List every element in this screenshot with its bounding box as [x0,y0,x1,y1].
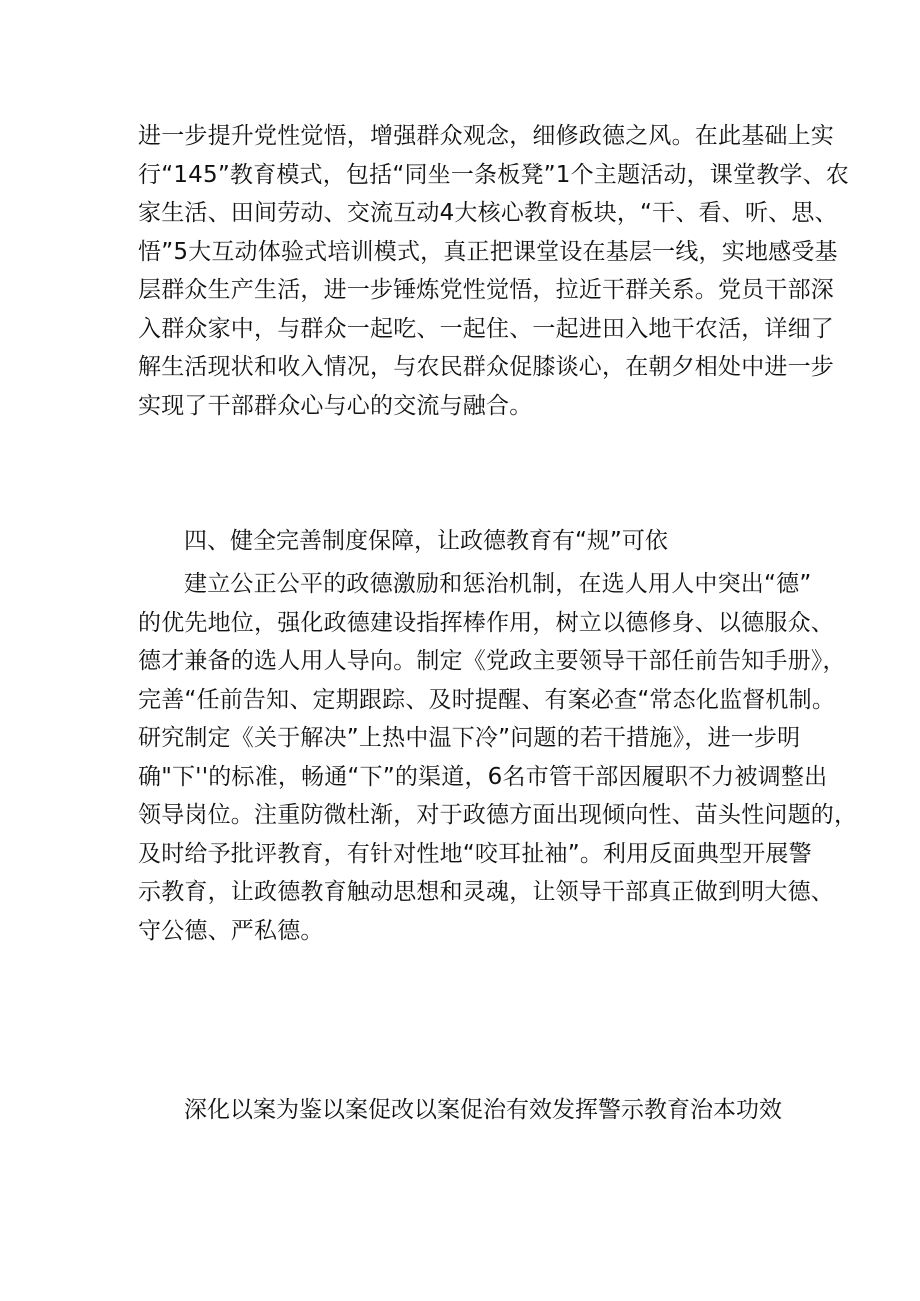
next-section-title: 深化以案为鉴以案促改以案促治有效发挥警示教育治本功效 [184,1097,782,1123]
paragraph-line: 家生活、田间劳动、交流互动4大核心教育板块，“干、看、听、思、 [138,200,838,226]
paragraph-line: 研究制定《关于解决”上热中温下冷”问题的若干措施》，进一步明 [138,725,801,751]
paragraph-line: 解生活现状和收入情况，与农民群众促膝谈心，在朝夕相处中进一步 [138,354,834,380]
body-paragraph-2 [138,565,858,950]
paragraph-line: 实现了干部群众心与心的交流与融合。 [138,392,533,419]
paragraph-line: 的优先地位，强化政德建设指挥棒作用，树立以德修身、以德服众、 [138,609,834,636]
paragraph-line: 领导岗位。注重防微杜渐，对于政德方面出现倾向性、苗头性问题的， [138,802,858,828]
paragraph-line: 示教育，让政德教育触动思想和灵魂，让领导干部真正做到明大德、 [138,879,834,905]
paragraph-line: 建立公正公平的政德激励和惩治机制，在选人用人中突出“德” [184,571,812,597]
paragraph-line: 及时给予批评教育，有针对性地“咬耳扯袖”。利用反面典型开展警 [138,840,812,867]
paragraph-line: 进一步提升党性觉悟，增强群众观念，细修政德之风。在此基础上实 [138,123,834,149]
section-heading: 四、健全完善制度保障，让政德教育有“规”可依 [184,528,668,554]
paragraph-line: 确"下''的标准，畅通“下”的渠道，6名市管干部因履职不力被调整出 [138,763,828,790]
paragraph-line: 入群众家中，与群众一起吃、一起住、一起进田入地干农活，详细了 [138,315,834,342]
paragraph-line: 层群众生产生活，进一步锤炼党性觉悟，拉近干群关系。党员干部深 [138,277,834,303]
paragraph-line: 完善“任前告知、定期跟踪、及时提醒、有案必查“常态化监督机制。 [138,686,836,713]
paragraph-line: 守公德、严私德。 [138,917,324,944]
paragraph-line: 德才兼备的选人用人导向。制定《党政主要领导干部任前告知手册》， [138,648,846,674]
paragraph-line: 悟”5大互动体验式培训模式，真正把课堂设在基层一线，实地感受基 [138,238,838,265]
paragraph-line: 行“145”教育模式，包括“同坐一条板凳”1个主题活动，课堂教学、农 [138,161,849,188]
body-paragraph-1 [138,117,849,425]
